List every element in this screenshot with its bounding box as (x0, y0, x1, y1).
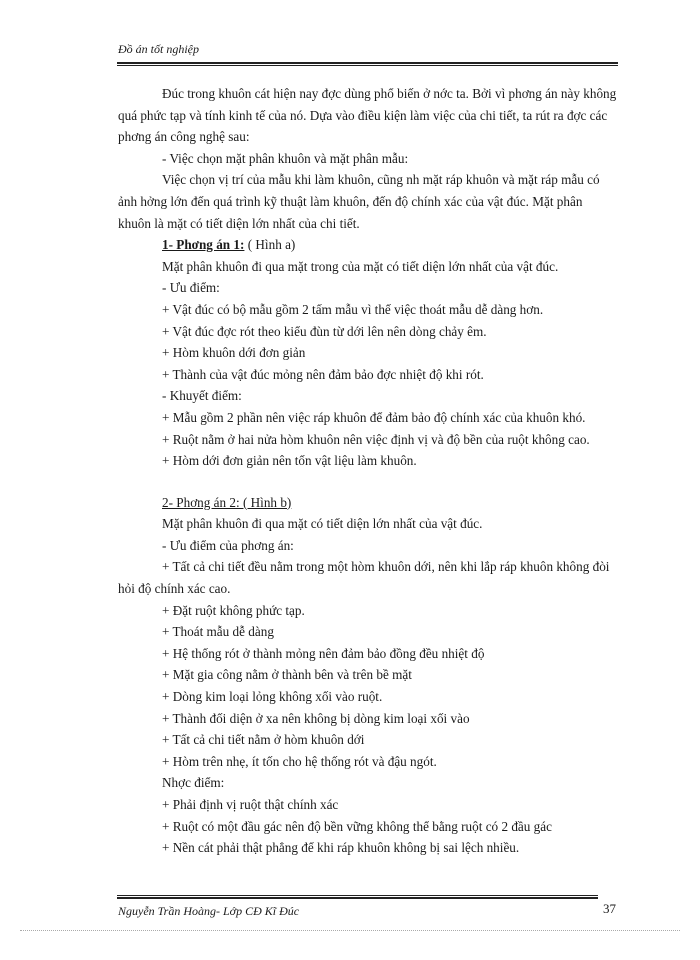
option-1-heading-suffix: ( Hình a) (244, 237, 296, 253)
option-1-heading: 1- Phơng án 1: (162, 237, 245, 253)
intro-paragraph-2: - Việc chọn mặt phân khuôn và mặt phân mẫu: (162, 150, 409, 166)
option-2-line: + Đặt ruột không phức tạp. (162, 602, 305, 618)
intro-paragraph-3: Việc chọn vị trí của mẫu khi làm khuôn, cũng nh mặt ráp khuôn và mặt ráp mẫu có ảnh hởng lớn đến quá trình kỹ thuật làm khuôn, đến độ chính xác của vật đúc. Mặt phân khuôn là mặt có tiết diện lớn nhất của chi tiết. (118, 172, 600, 231)
option-2-heading-line (162, 492, 618, 514)
option-1-line: + Ruột nằm ở hai nửa hòm khuôn nên việc định vị và độ bền của ruột không cao. (162, 431, 590, 447)
option-1-line: + Hòm khuôn dới đơn giản (162, 345, 306, 361)
option-2-line: + Thoát mẫu dễ dàng (162, 624, 274, 640)
intro-paragraph-1: Đúc trong khuôn cát hiện nay đợc dùng phổ biến ở nớc ta. Bởi vì phơng án này không quá phức tạp và tính kinh tế của nó. Dựa vào điều kiện làm việc của chi tiết, ta rút ra đợc các phơng án công nghệ sau: (118, 86, 617, 145)
option-1-line: - Ưu điểm: (162, 280, 220, 296)
option-2-line: + Tất cả chi tiết nằm ở hòm khuôn dới (162, 732, 365, 748)
option-1-line: + Thành của vật đúc mỏng nên đảm bảo đợc nhiệt độ khi rót. (162, 366, 484, 382)
option-2-line: + Hòm trên nhẹ, ít tốn cho hệ thống rót và đậu ngót. (162, 753, 437, 769)
option-1-line: + Vật đúc có bộ mẫu gồm 2 tấm mẫu vì thế việc thoát mẫu dễ dàng hơn. (162, 301, 544, 317)
option-2-line: + Hệ thống rót ở thành mỏng nên đảm bảo đồng đều nhiệt độ (162, 645, 485, 661)
footer-author: Nguyễn Trần Hoàng- Lớp CĐ Kĩ Đúc (118, 904, 300, 918)
option-1-line: - Khuyết điểm: (162, 388, 242, 404)
header-rule (117, 62, 618, 66)
option-2-line: + Nền cát phải thật phẳng để khi ráp khuôn không bị sai lệch nhiều. (162, 840, 520, 856)
option-1-heading-line (162, 234, 618, 256)
option-2-line: Nhợc điểm: (162, 775, 225, 791)
option-1-line: + Hòm dới đơn giản nên tốn vật liệu làm khuôn. (162, 453, 417, 469)
option-1-line: + Mẫu gồm 2 phần nên việc ráp khuôn để đảm bảo độ chính xác của khuôn khó. (162, 409, 586, 425)
option-2-line: + Thành đối diện ở xa nên không bị dòng kim loại xối vào (162, 710, 470, 726)
page-content (118, 83, 618, 859)
page-edge-dots (20, 930, 680, 931)
option-2-line: + Dòng kim loại lỏng không xối vào ruột. (162, 689, 383, 705)
option-2-line: Mặt phân khuôn đi qua mặt có tiết diện lớn nhất của vật đúc. (162, 516, 483, 532)
running-header: Đồ án tốt nghiệp (118, 42, 199, 56)
option-2-line: + Phải định vị ruột thật chính xác (162, 797, 339, 812)
section-gap (162, 472, 618, 492)
option-1-line: Mặt phân khuôn đi qua mặt trong của mặt có tiết diện lớn nhất của vật đúc. (162, 258, 559, 274)
option-2-heading: 2- Phơng án 2: ( Hình b) (162, 494, 292, 510)
option-1-line: + Vật đúc đợc rót theo kiểu đùn từ dới lên nên dòng chảy êm. (162, 323, 487, 339)
option-2-line: - Ưu điểm của phơng án: (162, 537, 294, 553)
footer-rule (117, 895, 598, 899)
page-number: 37 (603, 901, 616, 916)
option-2-wrap-line: + Tất cả chi tiết đều nằm trong một hòm khuôn dới, nên khi lắp ráp khuôn không đòi hỏi độ chính xác cao. (118, 559, 610, 597)
option-2-line: + Mặt gia công nằm ở thành bên và trên bề mặt (162, 667, 412, 683)
option-2-line: + Ruột có một đầu gác nên độ bền vững không thể bằng ruột có 2 đầu gác (162, 818, 552, 834)
